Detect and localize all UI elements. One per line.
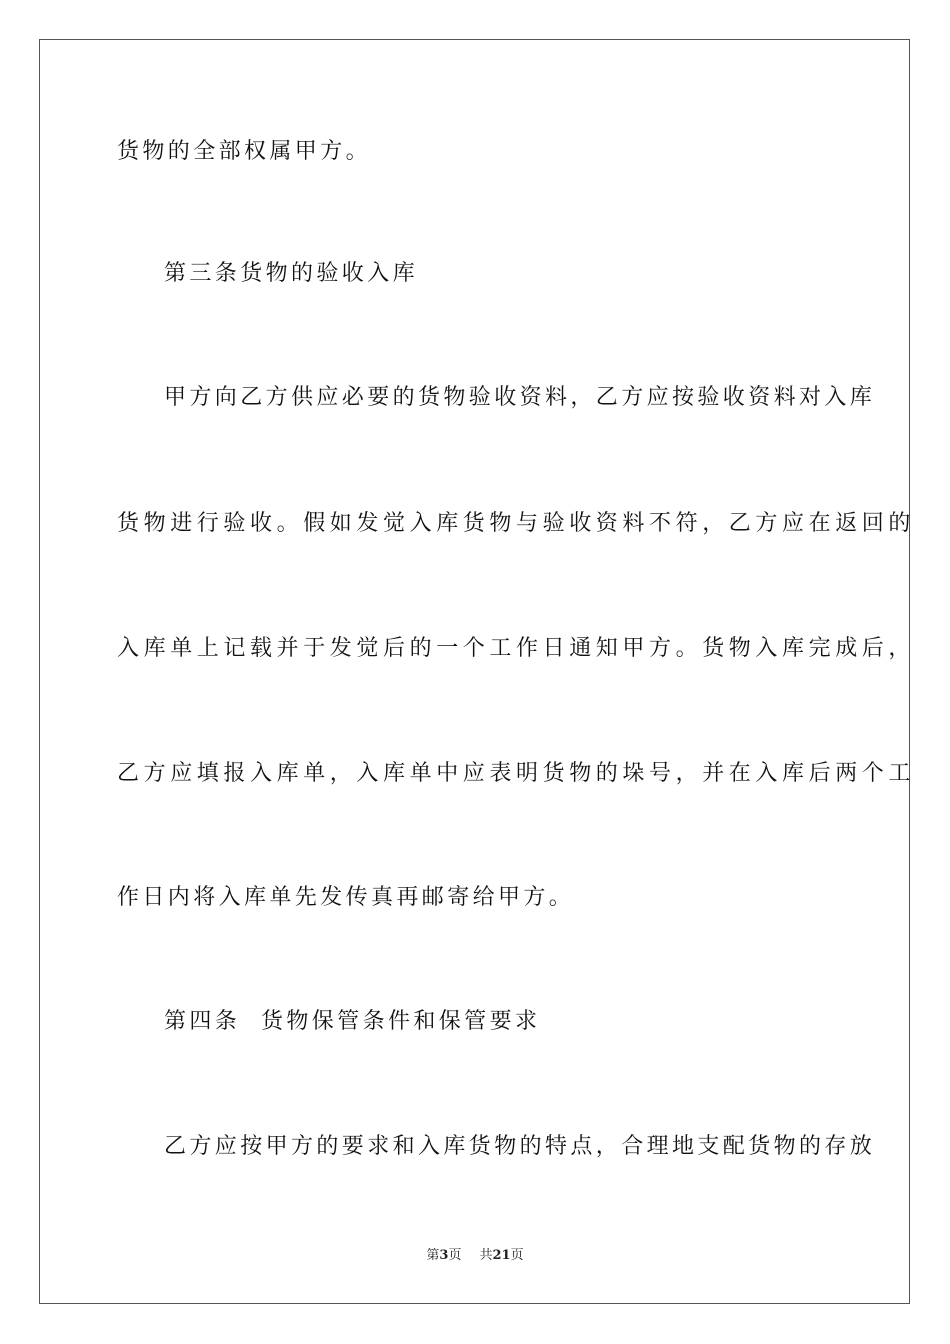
text-line: 作日内将入库单先发传真再邮寄给甲方。: [117, 885, 575, 910]
total-suffix: 页: [510, 1248, 524, 1263]
page-border: [39, 39, 916, 1304]
text-line: 入库单上记载并于发觉后的一个工作日通知甲方。货物入库完成后，: [117, 636, 916, 661]
page-footer: [0, 1247, 950, 1265]
text-line: 乙方应按甲方的要求和入库货物的特点，合理地支配货物的存放: [164, 1134, 876, 1159]
page-prefix: 第: [426, 1248, 440, 1263]
text-line: 乙方应填报入库单，入库单中应表明货物的垛号，并在入库后两个工: [117, 761, 916, 786]
text-line: 货物的全部权属甲方。: [117, 139, 372, 164]
total-prefix: 共: [479, 1248, 493, 1263]
text-line: 货物进行验收。假如发觉入库货物与验收资料不符，乙方应在返回的: [117, 511, 916, 536]
page-current: 3: [439, 1248, 449, 1263]
page-total: 21: [492, 1248, 511, 1263]
page-suffix: 页: [448, 1248, 462, 1263]
section-heading: 第四条 货物保管条件和保管要求: [164, 1009, 541, 1034]
text-line: 甲方向乙方供应必要的货物验收资料，乙方应按验收资料对入库: [164, 385, 876, 410]
section-heading: 第三条货物的验收入库: [164, 261, 419, 286]
